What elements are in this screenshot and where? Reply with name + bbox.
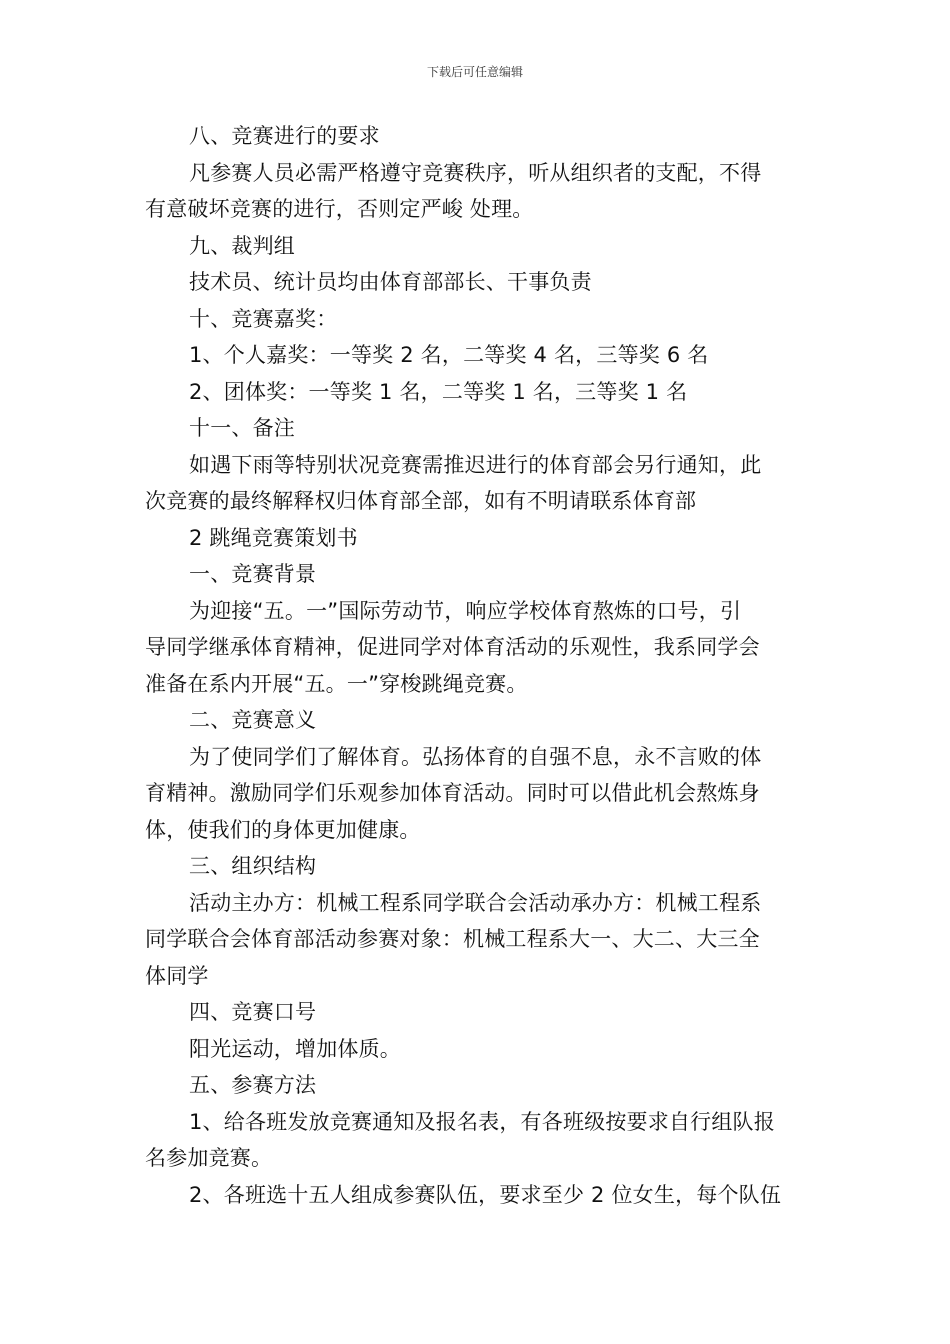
text-line: 阳光运动，增加体质。 — [189, 1036, 401, 1061]
text-line: 三、组织结构 — [189, 854, 317, 878]
text-line: 二、竞赛意义 — [189, 708, 317, 732]
text-line: 1、给各班发放竞赛通知及报名表，有各班级按要求自行组队报 — [189, 1109, 775, 1134]
text-line: 体，使我们的身体更加健康。 — [145, 817, 421, 842]
text-line: 1、个人嘉奖：一等奖 2 名，二等奖 4 名，三等奖 6 名 — [189, 343, 709, 367]
text-line: 2 跳绳竞赛策划书 — [189, 525, 358, 550]
text-line: 准备在系内开展“五。一”穿梭跳绳竞赛。 — [145, 671, 528, 696]
text-line: 体同学 — [145, 963, 209, 988]
text-line: 2、团体奖：一等奖 1 名，二等奖 1 名，三等奖 1 名 — [189, 379, 688, 404]
text-line: 育精神。激励同学们乐观参加体育活动。同时可以借此机会熬炼身 — [145, 781, 760, 805]
text-line: 一、竞赛背景 — [189, 562, 317, 586]
text-line: 导同学继承体育精神，促进同学对体育活动的乐观性，我系同学会 — [145, 635, 760, 659]
text-line: 凡参赛人员必需严格遵守竞赛秩序，听从组织者的支配，不得 — [189, 160, 762, 185]
text-line: 四、竞赛口号 — [189, 1000, 317, 1024]
text-line: 十、竞赛嘉奖： — [189, 306, 338, 331]
text-line: 2、各班选十五人组成参赛队伍，要求至少 2 位女生，每个队伍 — [189, 1182, 782, 1207]
text-line: 如遇下雨等特别状况竞赛需推迟进行的体育部会另行通知，此 — [189, 452, 762, 477]
text-line: 九、裁判组 — [189, 233, 295, 258]
text-line: 为了使同学们了解体育。弘扬体育的自强不息，永不言败的体 — [189, 744, 762, 769]
text-line: 次竞赛的最终解释权归体育部全部，如有不明请联系体育部 — [145, 489, 697, 513]
text-line: 十一、备注 — [189, 416, 295, 440]
text-line: 有意破坏竞赛的进行，否则定严峻 处理。 — [145, 197, 534, 221]
text-line: 五、参赛方法 — [189, 1073, 317, 1097]
text-line: 同学联合会体育部活动参赛对象：机械工程系大一、大二、大三全 — [145, 927, 760, 951]
text-line: 技术员、统计员均由体育部部长、干事负责 — [189, 270, 592, 294]
text-line: 八、竞赛进行的要求 — [189, 124, 380, 148]
document-body — [145, 118, 810, 1213]
text-line: 活动主办方：机械工程系同学联合会活动承办方：机械工程系 — [189, 890, 762, 915]
page-header: 下载后可任意编辑 — [426, 65, 523, 79]
text-line: 为迎接“五。一”国际劳动节，响应学校体育熬炼的口号，引 — [189, 598, 742, 623]
text-line: 名参加竞赛。 — [145, 1146, 273, 1170]
